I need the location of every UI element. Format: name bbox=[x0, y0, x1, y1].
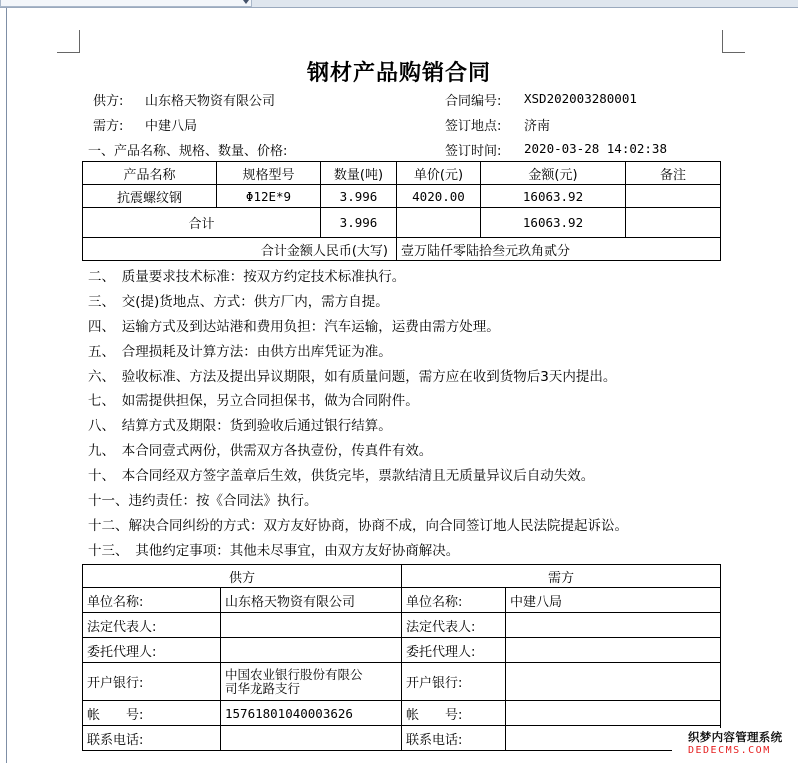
col-header-price: 单价(元) bbox=[397, 162, 481, 185]
clause-13: 十三、 其他约定事项：其他未尽事宜，由双方友好协商解决。 bbox=[88, 542, 460, 559]
supplier-value: 山东格天物资有限公司 bbox=[145, 94, 276, 109]
buyer-account-label: 帐 号: bbox=[402, 701, 506, 726]
agent-row bbox=[83, 638, 721, 663]
selector-box[interactable] bbox=[0, 0, 252, 7]
signature-table bbox=[82, 564, 721, 751]
account-row bbox=[83, 701, 721, 726]
col-header-spec: 规格型号 bbox=[217, 162, 321, 185]
sign-time-label: 签订时间: bbox=[445, 144, 502, 159]
col-header-name: 产品名称 bbox=[83, 162, 217, 185]
clause-4: 四、 运输方式及到达站港和费用负担：汽车运输，运费由需方处理。 bbox=[88, 318, 500, 335]
rmb-row bbox=[83, 238, 721, 261]
cell-amount: 16063.92 bbox=[481, 185, 626, 208]
sign-time-value: 2020-03-28 14:02:38 bbox=[524, 141, 667, 156]
contract-no-label: 合同编号: bbox=[445, 94, 502, 109]
buyer-agent-label: 委托代理人: bbox=[402, 638, 506, 663]
buyer-value: 中建八局 bbox=[145, 119, 198, 134]
supplier-account-label: 帐 号: bbox=[83, 701, 221, 726]
supplier-label: 供方: bbox=[93, 94, 124, 109]
supplier-phone-value bbox=[221, 726, 402, 751]
legal-rep-row bbox=[83, 613, 721, 638]
total-note-empty bbox=[626, 208, 721, 238]
rmb-label: 合计金额人民币(大写) bbox=[83, 238, 397, 261]
dropdown-arrow-icon[interactable] bbox=[243, 0, 249, 4]
clause-3: 三、 交(提)货地点、方式：供方厂内，需方自提。 bbox=[88, 293, 389, 310]
buyer-phone-label: 联系电话: bbox=[402, 726, 506, 751]
clause-7: 七、 如需提供担保，另立合同担保书，做为合同附件。 bbox=[88, 393, 419, 410]
crop-mark-top-right bbox=[722, 30, 745, 53]
clause-9: 九、 本合同壹式两份，供需双方各执壹份，传真件有效。 bbox=[88, 443, 433, 460]
supplier-bank-label: 开户银行: bbox=[83, 663, 221, 701]
buyer-bank-value bbox=[506, 663, 721, 701]
supplier-bank-value bbox=[221, 663, 402, 701]
supplier-bank-line-1: 中国农业银行股份有限公 bbox=[225, 666, 363, 682]
signature-header-row bbox=[83, 565, 721, 588]
supplier-phone-label: 联系电话: bbox=[83, 726, 221, 751]
cell-product-name: 抗震螺纹钢 bbox=[83, 185, 217, 208]
supplier-legal-rep-label: 法定代表人: bbox=[83, 613, 221, 638]
page-left-edge bbox=[6, 8, 7, 763]
buyer-header: 需方 bbox=[402, 565, 721, 588]
buyer-agent-value bbox=[506, 638, 721, 663]
cell-price: 4020.00 bbox=[397, 185, 481, 208]
clause-8: 八、 结算方式及期限：货到验收后通过银行结算。 bbox=[88, 418, 392, 435]
cell-qty: 3.996 bbox=[321, 185, 397, 208]
supplier-agent-label: 委托代理人: bbox=[83, 638, 221, 663]
col-header-amount: 金额(元) bbox=[481, 162, 626, 185]
product-table-header-row bbox=[83, 162, 721, 185]
cell-note bbox=[626, 185, 721, 208]
buyer-account-value bbox=[506, 701, 721, 726]
buyer-label: 需方: bbox=[93, 119, 124, 134]
total-amount: 16063.92 bbox=[481, 208, 626, 238]
clause-11: 十一、违约责任：按《合同法》执行。 bbox=[88, 493, 318, 510]
watermark-text: 织梦内容管理系统 bbox=[688, 730, 783, 744]
watermark-url: DEDECMS.COM bbox=[688, 745, 771, 756]
sign-place-value: 济南 bbox=[524, 119, 551, 134]
supplier-header: 供方 bbox=[83, 565, 402, 588]
product-table bbox=[82, 161, 721, 261]
rmb-value: 壹万陆仟零陆拾叁元玖角贰分 bbox=[397, 238, 721, 261]
clause-10: 十、 本合同经双方签字盖章后生效，供货完毕，票款结清且无质量异议后自动失效。 bbox=[88, 468, 595, 485]
document-title: 钢材产品购销合同 bbox=[306, 61, 491, 86]
buyer-unit-label: 单位名称: bbox=[402, 588, 506, 613]
buyer-legal-rep-label: 法定代表人: bbox=[402, 613, 506, 638]
clause-6: 六、 验收标准、方法及提出异议期限，如有质量问题，需方应在收到货物后3天内提出。 bbox=[88, 368, 617, 385]
phone-row bbox=[83, 726, 721, 751]
clause-2: 二、 质量要求技术标准：按双方约定技术标准执行。 bbox=[88, 269, 406, 285]
contract-clauses bbox=[88, 265, 628, 564]
toolbar-strip bbox=[0, 0, 798, 8]
unit-row bbox=[83, 588, 721, 613]
section-1-heading: 一、产品名称、规格、数量、价格: bbox=[88, 144, 288, 159]
table-row bbox=[83, 185, 721, 208]
col-header-qty: 数量(吨) bbox=[321, 162, 397, 185]
buyer-legal-rep-value bbox=[506, 613, 721, 638]
supplier-agent-value bbox=[221, 638, 402, 663]
total-label: 合计 bbox=[83, 208, 321, 238]
col-header-note: 备注 bbox=[626, 162, 721, 185]
total-row bbox=[83, 208, 721, 238]
supplier-account-value: 15761801040003626 bbox=[221, 701, 402, 726]
supplier-unit-label: 单位名称: bbox=[83, 588, 221, 613]
supplier-bank-line-2: 司华龙路支行 bbox=[225, 680, 301, 696]
bank-row bbox=[83, 663, 721, 701]
supplier-legal-rep-value bbox=[221, 613, 402, 638]
sign-place-label: 签订地点: bbox=[445, 119, 502, 134]
clause-12: 十二、解决合同纠纷的方式：双方友好协商，协商不成，向合同签订地人民法院提起诉讼。 bbox=[88, 517, 628, 534]
clause-5: 五、 合理损耗及计算方法：由供方出库凭证为准。 bbox=[88, 343, 392, 360]
total-price-empty bbox=[397, 208, 481, 238]
contract-no-value: XSD202003280001 bbox=[524, 91, 637, 106]
crop-mark-top-left bbox=[57, 30, 80, 53]
cell-spec: Φ12E*9 bbox=[217, 185, 321, 208]
buyer-unit-value: 中建八局 bbox=[506, 588, 721, 613]
buyer-bank-label: 开户银行: bbox=[402, 663, 506, 701]
total-qty: 3.996 bbox=[321, 208, 397, 238]
supplier-unit-value: 山东格天物资有限公司 bbox=[221, 588, 402, 613]
